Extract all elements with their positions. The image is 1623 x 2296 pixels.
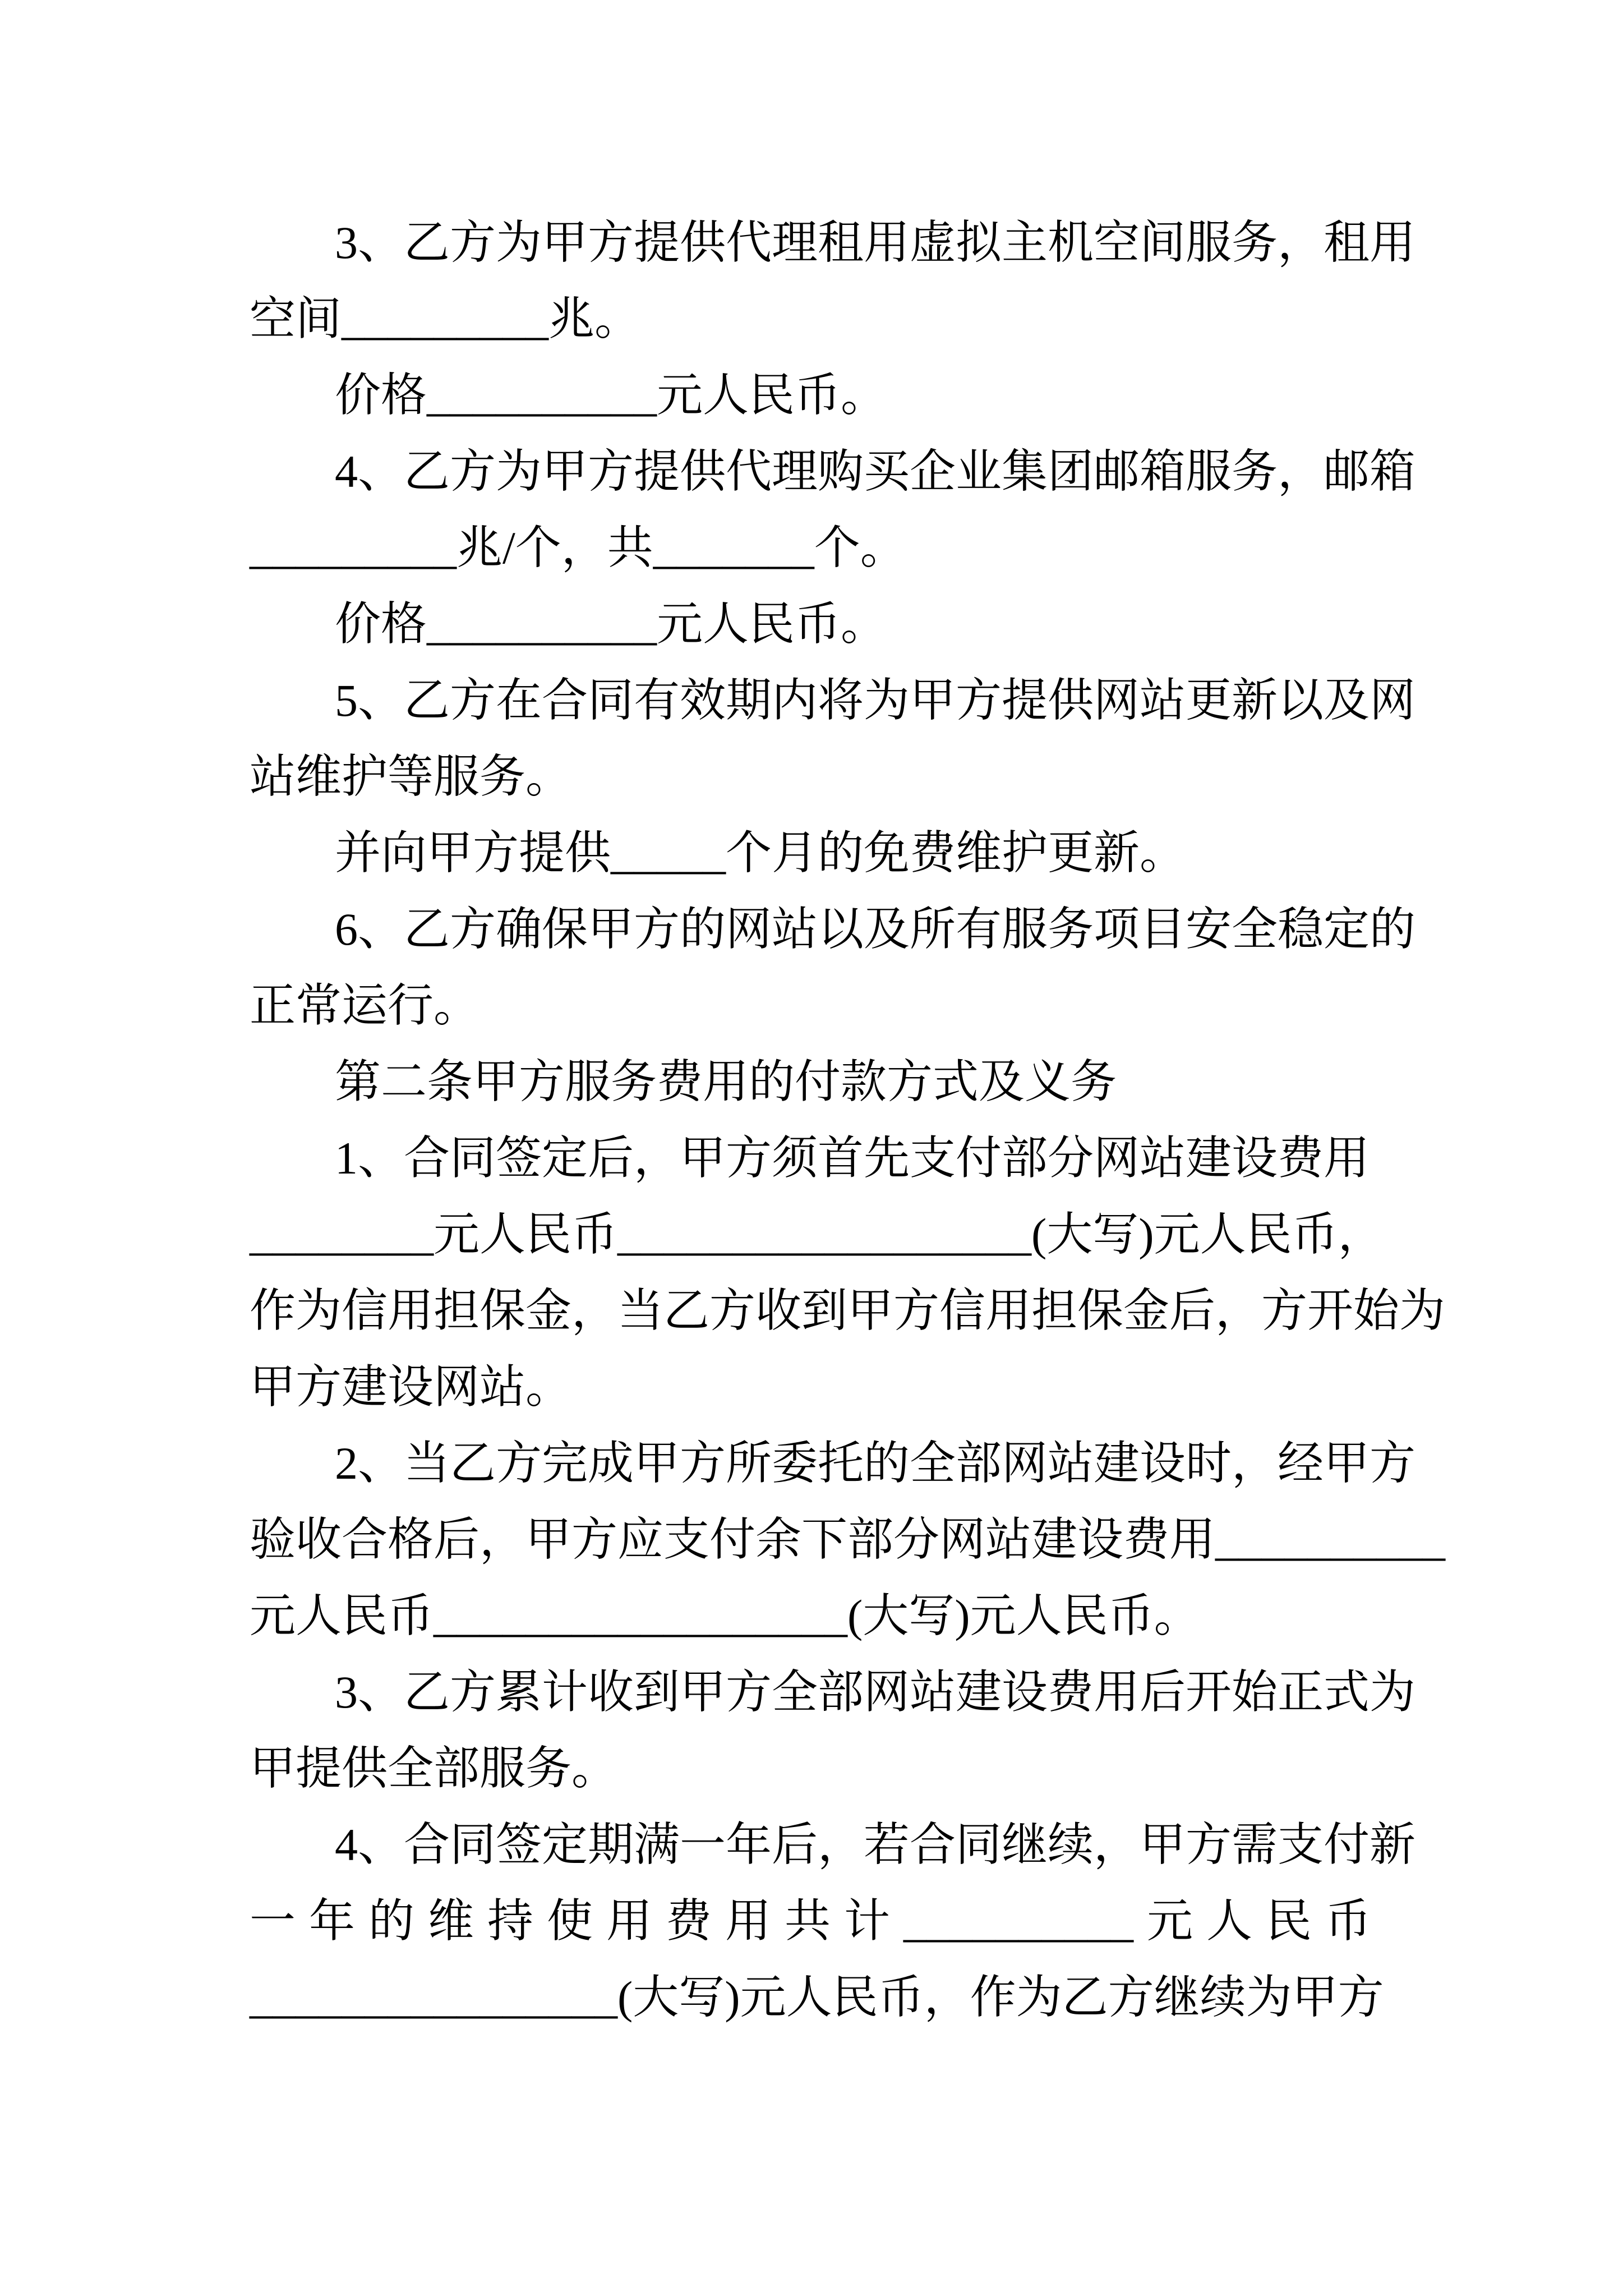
text-line: 6、乙方确保甲方的网站以及所有服务项目安全稳定的 — [335, 904, 1416, 955]
text-line: 作为信用担保金，当乙方收到甲方信用担保金后，方开始为 — [250, 1285, 1446, 1336]
text-line-with-blank: 空间_________兆。 — [250, 293, 640, 344]
text-line: 正常运行。 — [250, 980, 480, 1031]
text-line: 甲方建设网站。 — [250, 1361, 572, 1412]
text-line-with-blank: 验收合格后，甲方应支付余下部分网站建设费用__________ — [250, 1514, 1446, 1565]
text-line-with-blank: 价格__________元人民币。 — [335, 599, 887, 650]
text-line-with-blank: ________________(大写)元人民币，作为乙方继续为甲方 — [250, 1972, 1384, 2023]
text-line: 2、当乙方完成甲方所委托的全部网站建设时，经甲方 — [335, 1438, 1416, 1489]
text-line: 站维护等服务。 — [250, 751, 572, 802]
text-line-with-blank: _________兆/个，共_______个。 — [250, 522, 906, 573]
text-line: 1、合同签定后，甲方须首先支付部分网站建设费用 — [335, 1133, 1370, 1184]
text-line-with-blank: 一年的维持使用费用共计__________元人民币 — [250, 1895, 1371, 1947]
text-line: 4、乙方为甲方提供代理购买企业集团邮箱服务，邮箱 — [335, 446, 1416, 497]
text-line-with-blank: 元人民币__________________(大写)元人民币。 — [250, 1590, 1200, 1641]
text-line: 3、乙方累计收到甲方全部网站建设费用后开始正式为 — [335, 1667, 1416, 1718]
text-line: 5、乙方在合同有效期内将为甲方提供网站更新以及网 — [335, 675, 1416, 726]
text-line: 3、乙方为甲方提供代理租用虚拟主机空间服务，租用 — [335, 217, 1416, 268]
text-line-with-blank: 价格__________元人民币。 — [335, 370, 887, 421]
text-line-with-blank: ________元人民币__________________(大写)元人民币， — [250, 1209, 1384, 1260]
text-line: 甲提供全部服务。 — [250, 1743, 618, 1794]
section-heading-line: 第二条甲方服务费用的付款方式及义务 — [335, 1056, 1117, 1107]
text-line-with-blank: 并向甲方提供_____个月的免费维护更新。 — [335, 827, 1186, 878]
text-line: 4、合同签定期满一年后，若合同继续，甲方需支付新 — [335, 1819, 1416, 1870]
